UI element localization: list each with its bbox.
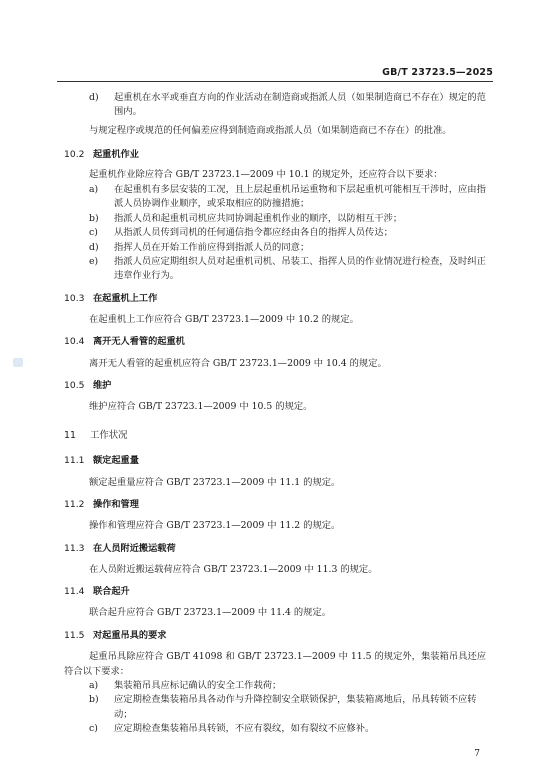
section-number: 11.1	[64, 455, 85, 467]
section-number: 10.4	[64, 336, 85, 348]
item-label: c)	[89, 723, 98, 735]
section-heading	[64, 148, 493, 162]
section-heading	[64, 379, 493, 393]
section-text: 操作和管理应符合 GB/T 23723.1—2009 中 11.2 的规定。	[89, 520, 341, 532]
section-intro: 起重吊具除应符合 GB/T 41098 和 GB/T 23723.1—2009 中 11.5 的规定外，集装箱吊具还应符合以下要求：	[64, 651, 487, 677]
list-item	[89, 212, 493, 226]
list-item	[89, 226, 493, 240]
section-title: 额定起重量	[93, 455, 139, 467]
list-item	[89, 722, 493, 736]
section-number: 10.5	[64, 380, 85, 392]
section-number: 11.3	[64, 542, 85, 554]
section-text: 在人员附近搬运载荷应符合 GB/T 23723.1—2009 中 11.3 的规定。	[89, 563, 378, 575]
section-heading	[64, 585, 493, 599]
item-label: b)	[89, 212, 99, 224]
item-text: 应定期检查集装箱吊具转锁，不应有裂纹，如有裂纹不应修补。	[114, 723, 375, 735]
page-body	[64, 91, 493, 737]
section-number: 10.2	[64, 149, 85, 161]
item-text: 从指派人员传到司机的任何通信指令都应经由各自的指挥人员传达；	[114, 227, 393, 239]
requirement-list	[89, 679, 493, 737]
section-text: 在起重机上工作应符合 GB/T 23723.1—2009 中 10.2 的规定。	[89, 313, 359, 325]
list-item	[89, 183, 493, 212]
section-title: 维护	[93, 380, 112, 392]
section-heading	[64, 454, 493, 468]
item-text: 在起重机有多层安装的工况，且上层起重机吊运重物和下层起重机可能相互干涉时，应由指派人员协调作业顺序，或采取相应的防撞措施；	[114, 183, 486, 210]
item-label: c)	[89, 227, 98, 239]
side-marker	[13, 358, 23, 367]
item-label: a)	[89, 183, 99, 195]
chapter-heading	[64, 429, 493, 444]
item-text: 指派人员应定期组织人员对起重机司机、吊装工、指挥人员的作业情况进行检查，及时纠正违章作业行为。	[114, 255, 486, 282]
header-rule	[57, 81, 493, 82]
section-text: 维护应符合 GB/T 23723.1—2009 中 10.5 的规定。	[89, 401, 313, 413]
section-title: 对起重吊具的要求	[93, 629, 167, 641]
section-number: 10.3	[64, 292, 85, 304]
section-title: 起重机作业	[93, 149, 139, 161]
list-item	[89, 241, 493, 255]
item-label: d)	[89, 92, 99, 103]
section-heading	[64, 292, 493, 306]
section-title: 离开无人看管的起重机	[93, 336, 185, 348]
section-text: 离开无人看管的起重机应符合 GB/T 23723.1—2009 中 10.4 的规定。	[89, 357, 387, 369]
section-title: 在起重机上工作	[93, 292, 158, 304]
item-text: 起重机在水平或垂直方向的作业活动在制造商或指派人员（如果制造商已不存在）规定的范围内。	[114, 92, 486, 118]
item-label: d)	[89, 241, 99, 253]
section-number: 11.4	[64, 586, 85, 598]
item-text: 指挥人员在开始工作前应得到指派人员的同意；	[114, 241, 310, 253]
section-number: 11.2	[64, 498, 85, 510]
section-heading	[64, 498, 493, 512]
section-heading	[64, 542, 493, 556]
section-title: 联合起升	[93, 586, 130, 598]
section-text: 联合起升应符合 GB/T 23723.1—2009 中 11.4 的规定。	[89, 607, 332, 619]
item-text: 指派人员和起重机司机应共同协调起重机作业的顺序，以防相互干涉；	[114, 212, 403, 224]
standard-number: GB/T 23723.5—2025	[382, 67, 493, 78]
section-number: 11.5	[64, 629, 85, 641]
item-text: 集装箱吊具应标记确认的安全工作载荷；	[114, 679, 282, 691]
section-heading	[64, 629, 493, 643]
list-item	[89, 255, 493, 284]
chapter-number: 11	[64, 429, 76, 441]
item-label: a)	[89, 679, 99, 691]
section-title: 操作和管理	[93, 498, 139, 510]
list-item	[89, 679, 493, 693]
closing-paragraph: 与规定程序或规范的任何偏差应得到制造商或指派人员（如果制造商已不存在）的批准。	[89, 124, 452, 136]
item-text: 应定期检查集装箱吊具各动作与升降控制安全联锁保护，集装箱离地后，吊具转锁不应转动；	[114, 694, 477, 720]
page-number: 7	[474, 749, 480, 759]
requirement-list	[89, 183, 493, 284]
section-title: 在人员附近搬运载荷	[93, 542, 176, 554]
section-intro: 起重机作业除应符合 GB/T 23723.1—2009 中 10.1 的规定外，还应符合以下要求：	[89, 169, 443, 181]
list-item	[89, 693, 493, 722]
chapter-title: 工作状况	[90, 429, 128, 441]
section-text: 额定起重量应符合 GB/T 23723.1—2009 中 11.1 的规定。	[89, 476, 341, 488]
section-heading	[64, 335, 493, 349]
item-label: b)	[89, 694, 99, 706]
list-item	[89, 91, 493, 120]
item-label: e)	[89, 255, 99, 267]
